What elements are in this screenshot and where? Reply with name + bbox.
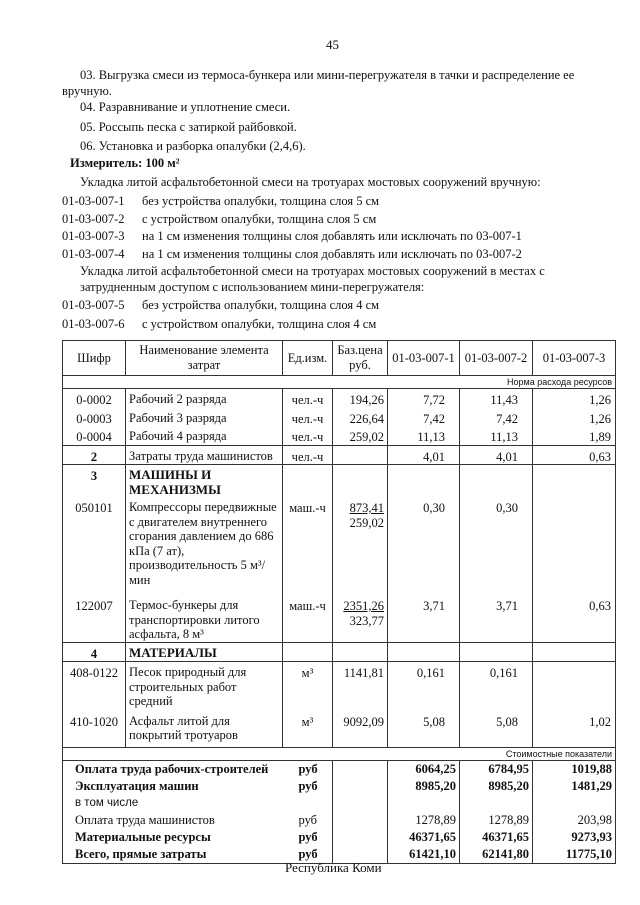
summary-value-col2: 1278,89 <box>460 812 533 829</box>
summary-value-col3: 11775,10 <box>533 846 616 864</box>
summary-row <box>63 829 616 846</box>
cost-label: Стоимостные показатели <box>63 747 616 760</box>
value-col2-text: 3,71 <box>496 599 518 613</box>
base-price: 2351,26 <box>343 599 384 613</box>
summary-empty <box>333 795 388 812</box>
value-col2-text: 5,08 <box>496 714 518 729</box>
value-col3 <box>533 662 616 711</box>
price-cell <box>333 465 388 498</box>
value-col3 <box>533 445 616 465</box>
summary-value-col3: 203,98 <box>533 812 616 829</box>
value-col2 <box>460 662 533 711</box>
value-col2 <box>460 711 533 748</box>
value-col3 <box>533 426 616 445</box>
code-cell-text: 050101 <box>75 501 113 515</box>
header-price: Баз.цена руб. <box>333 341 388 376</box>
intro-line: 03. Выгрузка смеси из термоса-бункера или мини-перегружателя в тачки и распределение ее <box>80 68 575 82</box>
code-cell <box>63 445 126 465</box>
table-row <box>63 497 616 595</box>
price-cell <box>333 389 388 408</box>
name-cell <box>126 408 283 427</box>
summary-row <box>63 795 616 812</box>
value-col3-text: 0,63 <box>589 599 611 613</box>
resource-table <box>62 340 616 864</box>
code-cell-text: 410-1020 <box>70 714 118 729</box>
summary-value-col1: 1278,89 <box>388 812 460 829</box>
value-col3-text: 0,63 <box>589 449 611 464</box>
summary-empty <box>333 812 388 829</box>
name-cell-text: Рабочий 3 разряда <box>129 410 227 425</box>
value-col2 <box>460 497 533 595</box>
code-cell-text: 0-0002 <box>76 393 112 407</box>
page-number: 45 <box>326 37 339 52</box>
summary-row <box>63 760 616 778</box>
unit-cell-text: чел.-ч <box>291 393 324 407</box>
item-text: на 1 см изменения толщины слоя добавлять или исключать по 03-007-2 <box>142 247 522 261</box>
base-price-secondary: 259,02 <box>349 515 384 530</box>
value-col1-text: 7,72 <box>423 393 445 407</box>
unit-cell-text: м³ <box>301 666 314 680</box>
code-cell-text: 0-0004 <box>76 430 112 444</box>
unit-cell <box>283 662 333 711</box>
value-col3-text: 1,26 <box>589 411 611 426</box>
item-code: 01-03-007-3 <box>62 229 125 243</box>
code-cell <box>63 389 126 408</box>
value-col2 <box>460 595 533 642</box>
value-col1 <box>388 408 460 427</box>
price-cell <box>333 595 388 642</box>
code-cell <box>63 662 126 711</box>
value-col1 <box>388 642 460 662</box>
name-cell <box>126 711 283 748</box>
value-col1-text: 3,71 <box>423 599 445 613</box>
header-col1: 01-03-007-1 <box>388 341 460 376</box>
unit-cell-text: маш.-ч <box>289 599 326 613</box>
item-code: 01-03-007-1 <box>62 194 125 208</box>
price-cell <box>333 642 388 662</box>
value-col2 <box>460 465 533 498</box>
summary-value-col3: 1481,29 <box>533 778 616 795</box>
value-col3-text: 1,89 <box>589 430 611 444</box>
value-col3-text: 1,26 <box>589 393 611 407</box>
value-col1-text: 4,01 <box>423 449 445 464</box>
unit-cell <box>283 445 333 465</box>
name-cell <box>126 389 283 408</box>
base-price: 9092,09 <box>343 714 384 729</box>
unit-cell <box>283 408 333 427</box>
norm-label: Норма расхода ресурсов <box>63 376 616 389</box>
value-col3-text: 1,02 <box>589 714 611 729</box>
name-cell-text: Компрессоры передвижные с двигателем внутреннего сгорания давлением до 686 кПа (7 ат), производительность 5 м³/мин <box>129 500 277 587</box>
item-text: с устройством опалубки, толщина слоя 4 см <box>142 317 377 331</box>
base-price: 873,41 <box>349 501 384 515</box>
summary-unit: руб <box>298 761 318 776</box>
price-cell <box>333 426 388 445</box>
value-col2-text: 11,43 <box>490 393 518 407</box>
value-col2 <box>460 445 533 465</box>
code-cell-text: 408-0122 <box>70 666 118 680</box>
header-col3: 01-03-007-3 <box>533 341 616 376</box>
unit-cell <box>283 465 333 498</box>
code-cell-text: 3 <box>90 469 98 483</box>
code-cell-text: 0-0003 <box>76 411 112 426</box>
table-row <box>63 662 616 711</box>
summary-unit: руб <box>283 846 333 864</box>
code-cell <box>63 465 126 498</box>
value-col1-text: 11,13 <box>417 430 445 444</box>
value-col2-text: 0,30 <box>496 501 518 515</box>
table-row <box>63 426 616 445</box>
price-cell <box>333 408 388 427</box>
code-cell <box>63 497 126 595</box>
table-row <box>63 711 616 748</box>
name-cell-text: Песок природный для строительных работ средний <box>129 665 247 708</box>
price-cell <box>333 711 388 748</box>
header-unit: Ед.изм. <box>283 341 333 376</box>
value-col3 <box>533 408 616 427</box>
base-price: 259,02 <box>349 430 384 444</box>
value-col3 <box>533 497 616 595</box>
name-cell <box>126 642 283 662</box>
summary-empty <box>333 760 388 778</box>
table-row <box>63 642 616 662</box>
value-col1 <box>388 426 460 445</box>
base-price-secondary: 323,77 <box>349 613 384 628</box>
value-col3 <box>533 465 616 498</box>
summary-label: в том числе <box>63 795 283 812</box>
table-header-row <box>63 341 616 376</box>
value-col3 <box>533 389 616 408</box>
meter-label: Измеритель: 100 м² <box>70 156 180 170</box>
item-code: 01-03-007-6 <box>62 317 125 331</box>
value-col2 <box>460 426 533 445</box>
value-col2-text: 0,161 <box>489 666 518 680</box>
code-cell <box>63 595 126 642</box>
name-cell <box>126 497 283 595</box>
table-row <box>63 389 616 408</box>
name-cell-text: МАШИНЫ И МЕХАНИЗМЫ <box>129 467 221 497</box>
summary-label: Всего, прямые затраты <box>63 846 283 864</box>
unit-cell <box>283 426 333 445</box>
summary-label: Оплата труда рабочих-строителей <box>63 760 283 778</box>
summary-value-col2: 6784,95 <box>460 760 533 778</box>
value-col2-text: 7,42 <box>496 411 518 426</box>
value-col2 <box>460 642 533 662</box>
summary-value-col2: 46371,65 <box>460 829 533 846</box>
name-cell-text: Рабочий 4 разряда <box>129 429 227 443</box>
table-row <box>63 595 616 642</box>
summary-empty <box>333 778 388 795</box>
base-price: 194,26 <box>349 393 384 407</box>
unit-cell <box>283 595 333 642</box>
summary-unit <box>283 795 333 812</box>
table-row <box>63 465 616 498</box>
value-col2-text: 11,13 <box>490 430 518 444</box>
item-code: 01-03-007-2 <box>62 212 125 226</box>
summary-value-col3 <box>533 795 616 812</box>
value-col1-text: 7,42 <box>423 411 445 426</box>
name-cell <box>126 426 283 445</box>
value-col1-text: 0,161 <box>416 666 445 680</box>
summary-unit: руб <box>298 778 318 793</box>
table-row <box>63 408 616 427</box>
unit-cell-text: чел.-ч <box>291 411 324 426</box>
name-cell-text: Затраты труда машинистов <box>129 448 273 463</box>
summary-value-col1 <box>388 795 460 812</box>
unit-cell <box>283 497 333 595</box>
item-text: без устройства опалубки, толщина слоя 5 см <box>142 194 380 208</box>
value-col3 <box>533 711 616 748</box>
value-col2 <box>460 389 533 408</box>
value-col1 <box>388 445 460 465</box>
table-row <box>63 445 616 465</box>
intro-line: 05. Россыпь песка с затиркой райбовкой. <box>80 120 297 134</box>
value-col1 <box>388 465 460 498</box>
footer-region: Республика Коми <box>285 860 382 875</box>
name-cell-text: Термос-бункеры для транспортировки литого асфальта, 8 м³ <box>129 598 260 641</box>
value-col2 <box>460 408 533 427</box>
group1-title: Укладка литой асфальтобетонной смеси на тротуарах мостовых сооружений вручную: <box>80 175 541 189</box>
unit-cell <box>283 389 333 408</box>
summary-value-col2: 8985,20 <box>460 778 533 795</box>
summary-value-col2: 62141,80 <box>460 846 533 864</box>
summary-value-col1: 61421,10 <box>388 846 460 864</box>
value-col1 <box>388 595 460 642</box>
intro-line: 04. Разравнивание и уплотнение смеси. <box>80 100 291 114</box>
name-cell <box>126 595 283 642</box>
name-cell-text: МАТЕРИАЛЫ <box>129 644 217 660</box>
summary-empty <box>333 829 388 846</box>
unit-cell-text: маш.-ч <box>289 501 326 515</box>
summary-value-col1: 6064,25 <box>388 760 460 778</box>
header-col2: 01-03-007-2 <box>460 341 533 376</box>
header-name: Наименование элемента затрат <box>126 341 283 376</box>
price-cell <box>333 662 388 711</box>
price-cell <box>333 497 388 595</box>
cost-label-row <box>63 747 616 760</box>
item-text: на 1 см изменения толщины слоя добавлять или исключать по 03-007-1 <box>142 229 522 243</box>
value-col1-text: 0,30 <box>423 501 445 515</box>
value-col2-text: 4,01 <box>496 449 518 464</box>
name-cell <box>126 445 283 465</box>
item-text: с устройством опалубки, толщина слоя 5 см <box>142 212 377 226</box>
summary-value-col1: 8985,20 <box>388 778 460 795</box>
unit-cell-text: чел.-ч <box>291 449 324 464</box>
unit-cell <box>283 711 333 748</box>
value-col1 <box>388 711 460 748</box>
unit-cell-text: м³ <box>301 714 314 729</box>
code-cell-text: 4 <box>90 646 98 661</box>
intro-line: 06. Установка и разборка опалубки (2,4,6). <box>80 139 306 153</box>
item-code: 01-03-007-5 <box>62 298 125 312</box>
code-cell-text: 122007 <box>75 599 113 613</box>
name-cell <box>126 465 283 498</box>
item-text: без устройства опалубки, толщина слоя 4 см <box>142 298 380 312</box>
name-cell <box>126 662 283 711</box>
summary-label: Материальные ресурсы <box>63 829 283 846</box>
summary-value-col3: 9273,93 <box>533 829 616 846</box>
value-col1 <box>388 497 460 595</box>
value-col1 <box>388 389 460 408</box>
code-cell-text: 2 <box>90 449 98 464</box>
code-cell <box>63 408 126 427</box>
header-code: Шифр <box>63 341 126 376</box>
summary-unit: руб <box>298 829 318 844</box>
summary-row <box>63 812 616 829</box>
summary-label: Оплата труда машинистов <box>63 812 283 829</box>
summary-value-col1: 46371,65 <box>388 829 460 846</box>
value-col3 <box>533 642 616 662</box>
summary-value-col3: 1019,88 <box>533 760 616 778</box>
unit-cell <box>283 642 333 662</box>
name-cell-text: Асфальт литой для покрытий тротуаров <box>129 713 238 742</box>
code-cell <box>63 642 126 662</box>
code-cell <box>63 426 126 445</box>
code-cell <box>63 711 126 748</box>
summary-value-col2 <box>460 795 533 812</box>
value-col1-text: 5,08 <box>423 714 445 729</box>
name-cell-text: Рабочий 2 разряда <box>129 392 227 406</box>
value-col3 <box>533 595 616 642</box>
group2-title: Укладка литой асфальтобетонной смеси на тротуарах мостовых сооружений в местах с <box>80 264 545 278</box>
unit-cell-text: чел.-ч <box>291 430 324 444</box>
summary-label: Эксплуатация машин <box>63 778 283 795</box>
intro-line: вручную. <box>62 84 112 98</box>
group2-title: затрудненным доступом с использованием мини-перегружателя: <box>80 280 425 294</box>
base-price: 1141,81 <box>343 666 384 680</box>
price-cell <box>333 445 388 465</box>
value-col1 <box>388 662 460 711</box>
summary-unit: руб <box>298 812 318 827</box>
summary-row <box>63 778 616 795</box>
base-price: 226,64 <box>349 411 384 426</box>
item-code: 01-03-007-4 <box>62 247 125 261</box>
